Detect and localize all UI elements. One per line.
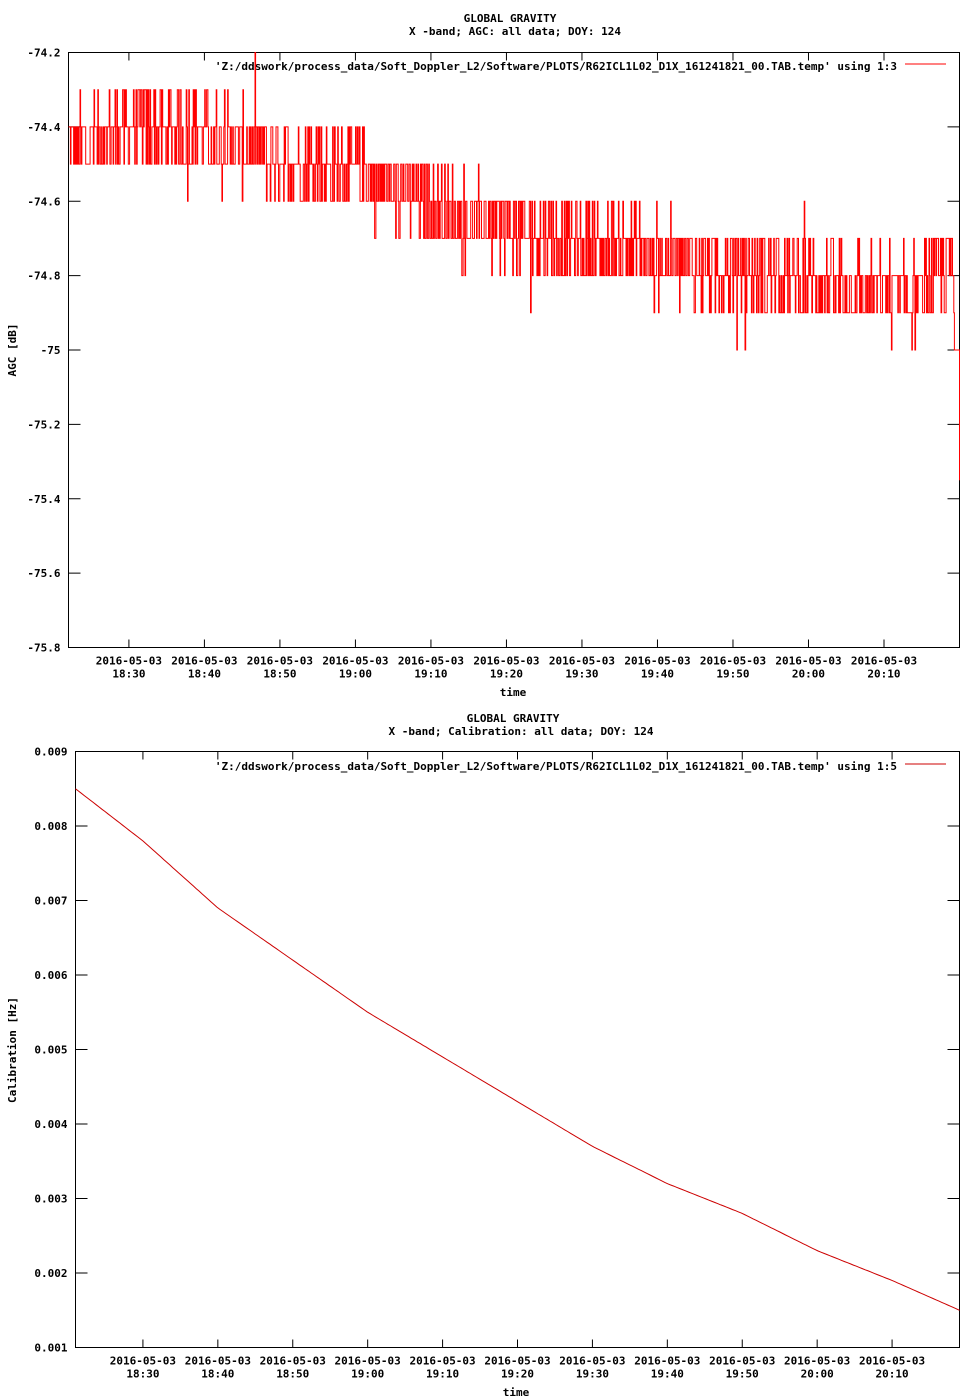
x-tick-label-time: 20:00: [791, 667, 826, 681]
x-tick-label-date: 2016-05-03: [322, 654, 389, 668]
chart1-series-agc: [69, 53, 960, 481]
x-tick-label-time: 19:30: [575, 1367, 609, 1381]
chart2-plot-frame: [76, 752, 960, 1348]
chart2-y-axis-label: Calibration [Hz]: [6, 997, 19, 1103]
x-tick-label-time: 20:00: [800, 1367, 834, 1381]
x-tick-label-date: 2016-05-03: [858, 1354, 926, 1368]
x-tick-label-date: 2016-05-03: [184, 1354, 251, 1368]
y-tick-label: 0.003: [34, 1192, 68, 1206]
x-tick-label-date: 2016-05-03: [109, 1354, 177, 1368]
x-tick-label-date: 2016-05-03: [397, 654, 465, 668]
x-tick-label-time: 19:20: [489, 667, 524, 681]
x-tick-label-date: 2016-05-03: [246, 654, 314, 668]
x-tick-label-time: 18:40: [201, 1367, 235, 1381]
x-tick-label-date: 2016-05-03: [473, 654, 540, 668]
x-tick-label-date: 2016-05-03: [559, 1354, 626, 1368]
x-tick-label-time: 19:00: [338, 667, 372, 681]
x-tick-label-date: 2016-05-03: [775, 654, 842, 668]
y-tick-label: -74.4: [27, 120, 61, 134]
x-tick-label-date: 2016-05-03: [709, 1354, 776, 1368]
x-tick-label-date: 2016-05-03: [171, 654, 238, 668]
chart1-x-axis-label: time: [499, 686, 527, 699]
x-tick-label-time: 18:30: [112, 667, 146, 681]
x-tick-label-time: 18:30: [126, 1367, 160, 1381]
x-tick-label-time: 19:00: [351, 1367, 385, 1381]
y-tick-label: -75.6: [27, 567, 61, 581]
x-tick-label-date: 2016-05-03: [484, 1354, 551, 1368]
chart1-y-axis-label: AGC [dB]: [6, 323, 19, 377]
x-tick-label-date: 2016-05-03: [409, 1354, 476, 1368]
x-tick-label-date: 2016-05-03: [624, 654, 691, 668]
chart2-x-axis-label: time: [502, 1386, 530, 1399]
chart1-subtitle: X -band; AGC: all data; DOY: 124: [409, 25, 621, 38]
x-tick-label-time: 20:10: [867, 667, 901, 681]
y-tick-label: 0.001: [34, 1341, 68, 1355]
x-tick-label-time: 19:20: [500, 1367, 535, 1381]
y-tick-label: 0.002: [34, 1267, 68, 1280]
chart1-title: GLOBAL GRAVITY: [463, 12, 557, 25]
x-tick-label-time: 19:10: [414, 667, 448, 681]
x-tick-label-time: 18:40: [187, 667, 221, 681]
y-tick-label: 0.009: [34, 745, 68, 759]
y-tick-label: 0.005: [34, 1043, 68, 1057]
x-tick-label-time: 19:50: [716, 667, 750, 681]
y-tick-label: -75: [40, 344, 61, 357]
y-tick-label: -75.4: [27, 492, 61, 506]
x-tick-label-date: 2016-05-03: [699, 654, 767, 668]
x-tick-label-time: 19:40: [640, 667, 675, 681]
x-tick-label-time: 19:10: [426, 1367, 460, 1381]
chart2-title: GLOBAL GRAVITY: [466, 712, 560, 725]
y-tick-label: -74.2: [27, 46, 61, 60]
chart1-legend-label: 'Z:/ddswork/process_data/Soft_Doppler_L2/Software/PLOTS/R62ICL1L02_D1X_161241821_00.TAB.temp' using 1:3: [214, 60, 897, 73]
x-tick-label-time: 19:40: [650, 1367, 684, 1381]
x-tick-label-time: 19:50: [725, 1367, 759, 1381]
y-tick-label: 0.007: [34, 894, 68, 908]
y-tick-label: -75.2: [27, 418, 61, 432]
x-tick-label-date: 2016-05-03: [850, 654, 918, 668]
y-tick-label: -74.6: [27, 195, 61, 209]
x-tick-label-date: 2016-05-03: [259, 1354, 326, 1368]
chart2-legend-label: 'Z:/ddswork/process_data/Soft_Doppler_L2/Software/PLOTS/R62ICL1L02_D1X_161241821_00.TAB.temp' using 1:5: [214, 760, 897, 773]
x-tick-label-date: 2016-05-03: [95, 654, 163, 668]
x-tick-label-date: 2016-05-03: [784, 1354, 851, 1368]
y-tick-label: -74.8: [27, 269, 61, 283]
x-tick-label-time: 18:50: [276, 1367, 310, 1381]
x-tick-label-time: 20:10: [875, 1367, 909, 1381]
y-tick-label: 0.006: [34, 969, 68, 982]
y-tick-label: -75.8: [27, 641, 61, 655]
x-tick-label-time: 18:50: [263, 667, 297, 681]
chart2-series-calibration: [76, 789, 960, 1311]
chart2-subtitle: X -band; Calibration: all data; DOY: 124: [388, 725, 654, 738]
y-tick-label: 0.004: [34, 1118, 68, 1131]
x-tick-label-time: 19:30: [565, 667, 599, 681]
x-tick-label-date: 2016-05-03: [334, 1354, 401, 1368]
x-tick-label-date: 2016-05-03: [548, 654, 616, 668]
y-tick-label: 0.008: [34, 820, 68, 833]
x-tick-label-date: 2016-05-03: [634, 1354, 701, 1368]
